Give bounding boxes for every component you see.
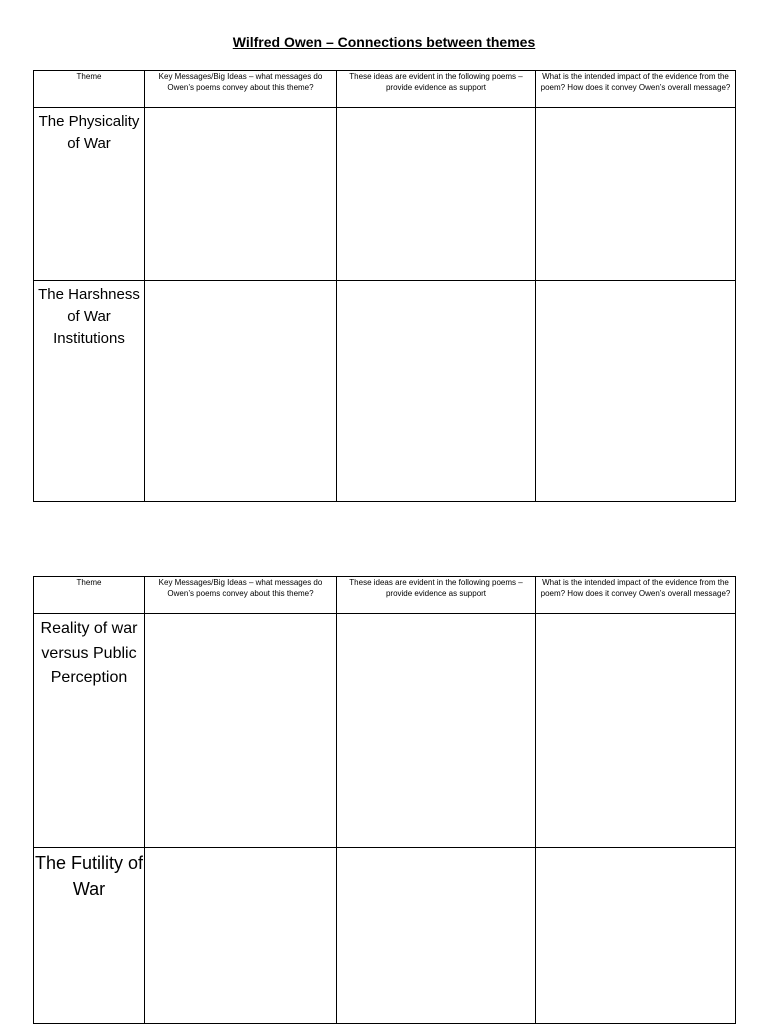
key-messages-cell[interactable]: [145, 108, 337, 281]
header-row: [34, 71, 736, 108]
theme-label: Reality of war versus Public Perception: [40, 620, 138, 686]
evidence-cell[interactable]: [337, 848, 536, 1024]
table-row: [34, 614, 736, 848]
table-row: [34, 108, 736, 281]
table-row: [34, 848, 736, 1024]
table-row: [34, 281, 736, 502]
header-theme: Theme: [34, 577, 145, 614]
theme-cell: [34, 848, 145, 1024]
themes-table-2: [33, 576, 736, 1024]
themes-table-1: [33, 70, 736, 502]
evidence-cell[interactable]: [337, 614, 536, 848]
header-theme: Theme: [34, 71, 145, 108]
header-evidence: These ideas are evident in the following poems – provide evidence as support: [337, 577, 536, 614]
theme-label: The Physicality of War: [38, 113, 140, 152]
header-impact: What is the intended impact of the evidence from the poem? How does it convey Owen’s overall message?: [536, 577, 736, 614]
key-messages-cell[interactable]: [145, 614, 337, 848]
impact-cell[interactable]: [536, 614, 736, 848]
key-messages-cell[interactable]: [145, 848, 337, 1024]
theme-cell: [34, 108, 145, 281]
impact-cell[interactable]: [536, 108, 736, 281]
document-title: Wilfred Owen – Connections between themes: [232, 34, 536, 50]
header-impact: What is the intended impact of the evidence from the poem? How does it convey Owen’s overall message?: [536, 71, 736, 108]
theme-label: The Harshness of War Institutions: [38, 286, 140, 347]
header-key-messages: Key Messages/Big Ideas – what messages do Owen’s poems convey about this theme?: [145, 71, 337, 108]
theme-label: The Futility of War: [34, 853, 144, 899]
header-row: [34, 577, 736, 614]
impact-cell[interactable]: [536, 848, 736, 1024]
evidence-cell[interactable]: [337, 108, 536, 281]
header-key-messages: Key Messages/Big Ideas – what messages do Owen’s poems convey about this theme?: [145, 577, 337, 614]
theme-cell: [34, 281, 145, 502]
key-messages-cell[interactable]: [145, 281, 337, 502]
impact-cell[interactable]: [536, 281, 736, 502]
header-evidence: These ideas are evident in the following poems – provide evidence as support: [337, 71, 536, 108]
evidence-cell[interactable]: [337, 281, 536, 502]
theme-cell: [34, 614, 145, 848]
